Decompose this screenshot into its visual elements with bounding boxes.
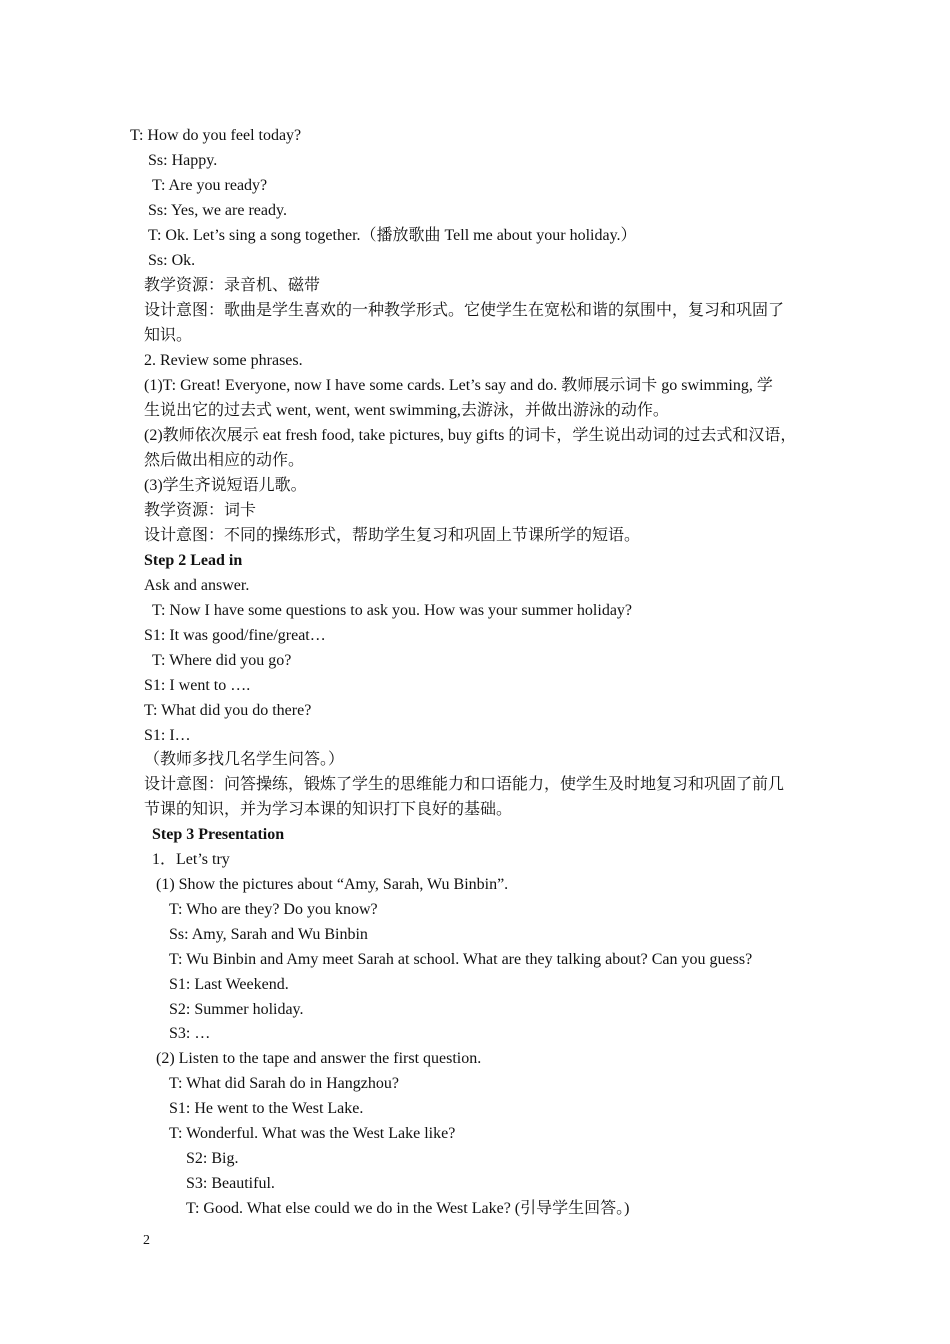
text-line: S3: Beautiful.: [186, 1175, 275, 1192]
text-line: 教学资源：词卡: [144, 502, 257, 519]
text-line: S1: It was good/fine/great…: [144, 627, 326, 644]
text-line: Ss: Ok.: [148, 252, 196, 269]
text-line: (1) Show the pictures about “Amy, Sarah, Wu Binbin”.: [156, 876, 509, 893]
text-line: 节课的知识，并为学习本课的知识打下良好的基础。: [144, 801, 513, 818]
text-line: T: Wonderful. What was the West Lake like?: [169, 1125, 456, 1142]
text-line: T: What did you do there?: [144, 702, 312, 719]
text-line: T: Where did you go?: [152, 652, 292, 669]
text-line: Ss: Amy, Sarah and Wu Binbin: [169, 926, 368, 943]
text-line: T: What did Sarah do in Hangzhou?: [169, 1075, 399, 1092]
page-number: 2: [143, 1233, 150, 1248]
text-line: S3: …: [169, 1025, 211, 1042]
text-line: 然后做出相应的动作。: [144, 452, 305, 469]
text-line: 生说出它的过去式 went, went, went swimming,去游泳，并做出游泳的动作。: [144, 402, 669, 419]
text-line: (3)学生齐说短语儿歌。: [144, 477, 307, 494]
text-line: (2)教师依次展示 eat fresh food, take pictures, buy gifts 的词卡，学生说出动词的过去式和汉语，: [144, 427, 797, 444]
text-line: T: Who are they? Do you know?: [169, 901, 378, 918]
text-line: T: How do you feel today?: [130, 127, 302, 144]
text-line: (1)T: Great! Everyone, now I have some cards. Let’s say and do. 教师展示词卡 go swimming, 学: [144, 377, 773, 394]
section-heading: Step 2 Lead in: [144, 552, 243, 569]
text-line: 设计意图：歌曲是学生喜欢的一种教学形式。它使学生在宽松和谐的氛围中，复习和巩固了: [144, 302, 785, 319]
text-line: S1: I went to ….: [144, 677, 251, 694]
text-line: S1: He went to the West Lake.: [169, 1100, 364, 1117]
text-line: 设计意图：不同的操练形式，帮助学生复习和巩固上节课所学的短语。: [144, 527, 641, 544]
text-line: Ss: Happy.: [148, 152, 218, 169]
text-line: Ss: Yes, we are ready.: [148, 202, 287, 219]
section-heading: Step 3 Presentation: [152, 826, 285, 843]
text-line: 知识。: [144, 327, 193, 344]
text-line: 设计意图：问答操练，锻炼了学生的思维能力和口语能力，使学生及时地复习和巩固了前几: [144, 776, 785, 793]
text-line: S1: Last Weekend.: [169, 976, 289, 993]
text-line: T: Wu Binbin and Amy meet Sarah at school. What are they talking about? Can you guess?: [169, 951, 753, 968]
text-line: T: Ok. Let’s sing a song together.（播放歌曲 Tell me about your holiday.）: [148, 227, 637, 244]
text-line: S2: Summer holiday.: [169, 1001, 304, 1018]
text-line: 2. Review some phrases.: [144, 352, 303, 369]
text-line: 1．Let’s try: [152, 851, 230, 868]
text-line: Ask and answer.: [144, 577, 250, 594]
text-line: （教师多找几名学生问答。）: [144, 751, 345, 768]
text-line: T: Good. What else could we do in the West Lake? (引导学生回答。): [186, 1200, 630, 1217]
text-line: (2) Listen to the tape and answer the first question.: [156, 1050, 482, 1067]
text-line: 教学资源：录音机、磁带: [144, 277, 321, 294]
text-line: S2: Big.: [186, 1150, 239, 1167]
text-line: T: Now I have some questions to ask you. How was your summer holiday?: [152, 602, 633, 619]
text-line: T: Are you ready?: [152, 177, 268, 194]
text-line: S1: I…: [144, 727, 191, 744]
